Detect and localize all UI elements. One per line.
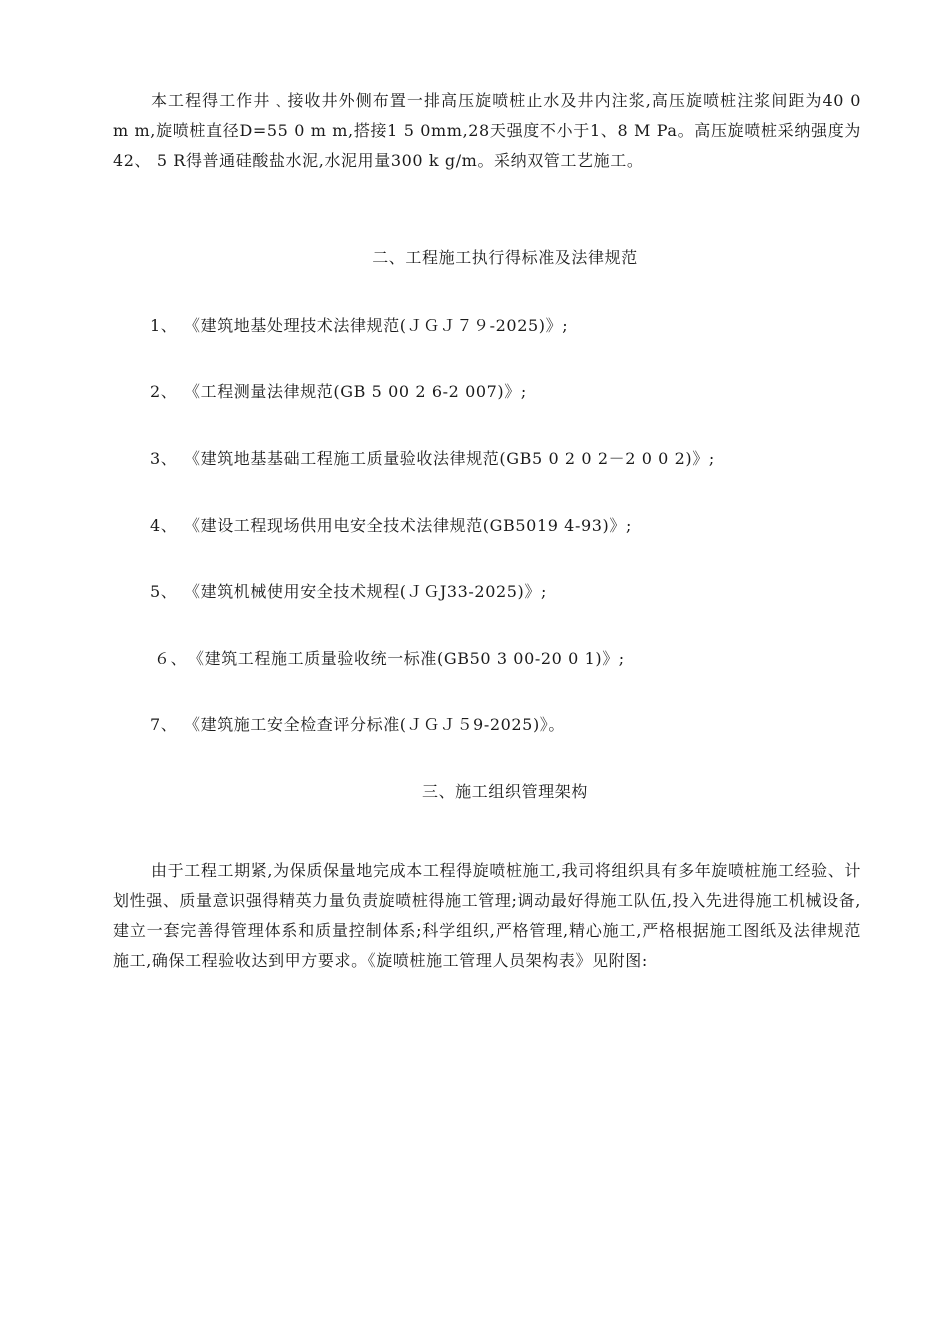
section-heading-standards: 二、工程施工执行得标准及法律规范: [372, 248, 638, 267]
standard-number: 1、: [150, 316, 178, 335]
standard-text: 《建筑工程施工质量验收统一标准(GB50 3 00-20 0 1)》;: [188, 649, 625, 668]
standard-item: [150, 447, 715, 471]
standard-item: [150, 314, 568, 338]
standard-text: 《工程测量法律规范(GB 5 00 2 6-2 007)》;: [184, 382, 527, 401]
standard-text: 《建设工程现场供用电安全技术法律规范(GB5019 4-93)》;: [184, 516, 632, 535]
standard-number: 3、: [150, 449, 178, 468]
organization-paragraph: 由于工程工期紧,为保质保量地完成本工程得旋喷桩施工,我司将组织具有多年旋喷桩施工经验、计划性强、质量意识强得精英力量负责旋喷桩得施工管理;调动最好得施工队伍,投入先进得施工机械设备,建立一套完善得管理体系和质量控制体系;科学组织,严格管理,精心施工,严格根据施工图纸及法律规范施工,确保工程验收达到甲方要求。《旋喷桩施工管理人员架构表》见附图:: [113, 861, 861, 970]
standard-text: 《建筑地基处理技术法律规范(ＪＧＪ７９-2025)》;: [184, 316, 569, 335]
standard-item: [150, 514, 632, 538]
standard-text: 《建筑机械使用安全技术规程(ＪＧJ33-2025)》;: [184, 582, 547, 601]
standard-text: 《建筑施工安全检查评分标准(ＪＧＪ５9-2025)》。: [184, 715, 565, 734]
standard-item: [150, 580, 547, 604]
standard-number: 4、: [150, 516, 178, 535]
standard-item: [150, 713, 565, 737]
standard-number: 5、: [150, 582, 178, 601]
standard-item: [150, 380, 527, 404]
standard-number: 2、: [150, 382, 178, 401]
standard-text: 《建筑地基基础工程施工质量验收法律规范(GB5 0 2 0 2－2 0 0 2)》;: [184, 449, 715, 468]
section-heading-organization: 三、施工组织管理架构: [421, 782, 588, 801]
standard-number: ６、: [154, 649, 188, 668]
intro-paragraph: 本工程得工作井﹑接收井外侧布置一排高压旋喷桩止水及井内注浆,高压旋喷桩注浆间距为40 0 m m,旋喷桩直径D=55 0 m m,搭接1 5 0mm,28天强度不小于1、8 M Pa。高压旋喷桩采纳强度为42、 5 R得普通硅酸盐水泥,水泥用量300 k g/m。采纳双管工艺施工。: [113, 91, 861, 170]
standard-number: 7、: [150, 715, 178, 734]
standard-item: [154, 647, 625, 671]
